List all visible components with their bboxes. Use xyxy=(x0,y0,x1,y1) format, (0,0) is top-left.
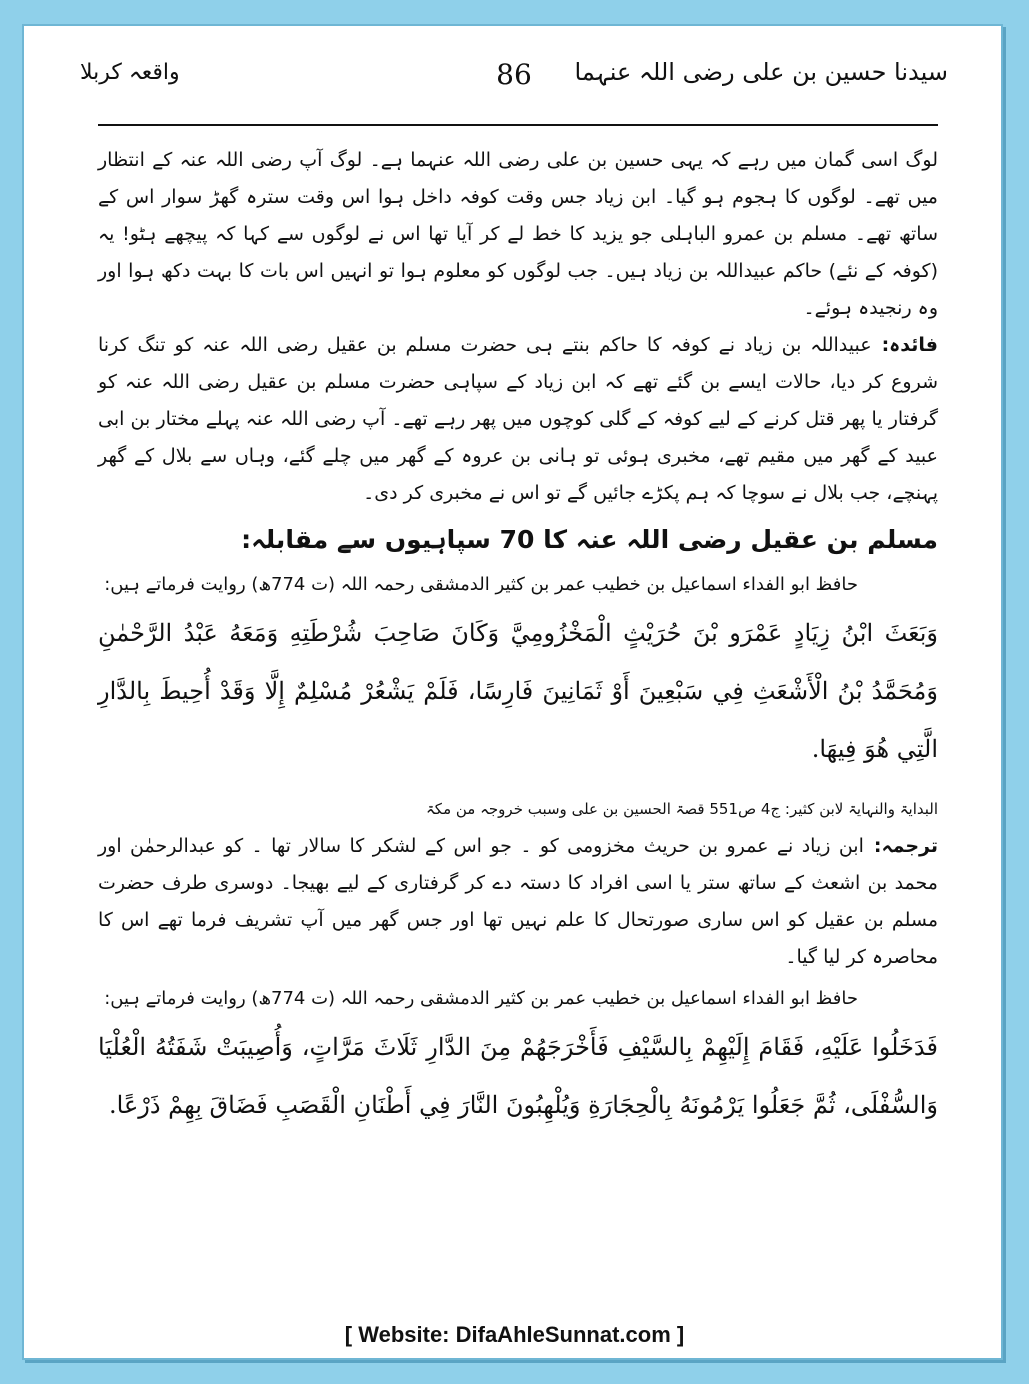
arabic-quote-1: وَبَعَثَ ابْنُ زِيَادٍ عَمْرَو بْنَ حُرَيْثٍ الْمَخْزُومِيَّ وَكَانَ صَاحِبَ شُرْطَتِهِ وَمَعَهُ عَبْدُ الرَّحْمٰنِ وَمُحَمَّدُ بْنُ الْأَشْعَثِ فِي سَبْعِينَ أَوْ ثَمَانِينَ فَارِسًا، فَلَمْ يَشْعُرْ مُسْلِمٌ إِلَّا وَقَدْ أُحِيطَ بِالدَّارِ الَّتِي هُوَ فِيهَا. xyxy=(98,619,938,763)
section-title: واقعہ کربلا xyxy=(80,60,180,85)
narration-intro-1: حافظ ابو الفداء اسماعیل بن خطیب عمر بن کثیر الدمشقی رحمہ اللہ (ت 774ھ) روایت فرماتے ہیں: xyxy=(104,574,858,595)
note-paragraph xyxy=(98,327,938,512)
translation-paragraph xyxy=(98,828,938,976)
note-text: عبیداللہ بن زیاد نے کوفہ کا حاکم بنتے ہی حضرت مسلم بن عقیل رضی اللہ عنہ کو تنگ کرنا شروع کر دیا، حالات ایسے بن گئے تھے کہ ابن زیاد کے سپاہی حضرت مسلم بن عقیل رضی اللہ عنہ کو گرفتار یا پھر قتل کرنے کے لیے کوفہ کے گلی کوچوں میں پھر رہے تھے۔ آپ رضی اللہ عنہ پہلے مختار بن ابی عبید کے گھر میں مقیم تھے، مخبری ہوئی تو ہانی بن عروہ کے گھر میں چلے گئے، وہاں سے بلال کے گھر پہنچے، جب بلال نے سوچا کہ ہم پکڑے جائیں گے تو اس نے مخبری کر دی۔ xyxy=(98,334,938,504)
note-label: فائدہ: xyxy=(881,334,938,356)
translation-text: ابن زیاد نے عمرو بن حریث مخزومی کو ۔ جو اس کے لشکر کا سالار تھا ۔ کو عبدالرحمٰن اور محمد بن اشعث کے ساتھ ستر یا اسی افراد کا دستہ دے کر گرفتاری کے لیے بھیجا۔ دوسری طرف حضرت مسلم بن عقیل کو اس ساری صورتحال کا علم نہیں تھا اور جس گھر میں آپ تشریف فرما تھے اس کا محاصرہ کر لیا گیا۔ xyxy=(98,835,938,968)
website-footer: [ Website: DifaAhleSunnat.com ] xyxy=(344,1322,685,1347)
page-body xyxy=(98,142,938,1134)
page-header xyxy=(80,58,948,98)
reference-citation: البدایۃ والنہایۃ لابن کثیر: ج4 ص551 قصۃ الحسین بن علی وسبب خروجہ من مکۃ xyxy=(426,800,938,818)
paragraph-intro: لوگ اسی گمان میں رہے کہ یہی حسین بن علی رضی اللہ عنہما ہے۔ لوگ آپ رضی اللہ عنہ کے انتظار میں تھے۔ لوگوں کا ہجوم ہو گیا۔ ابن زیاد جس وقت کوفہ داخل ہوا اس وقت سترہ گھڑ سوار اس کے ساتھ تھے۔ مسلم بن عمرو الباہلی جو یزید کا خط لے کر آیا تھا اس نے لوگوں سے کہا کہ پیچھے ہٹو! یہ (کوفہ کے نئے) حاکم عبیداللہ بن زیاد ہیں۔ جب لوگوں کو معلوم ہوا تو انہیں اس بات کا بہت دکھ ہوا اور وہ رنجیدہ ہوئے۔ xyxy=(98,149,939,319)
book-title: سیدنا حسین بن علی رضی اللہ عنہما xyxy=(574,58,948,86)
narration-intro-2: حافظ ابو الفداء اسماعیل بن خطیب عمر بن کثیر الدمشقی رحمہ اللہ (ت 774ھ) روایت فرماتے ہیں: xyxy=(104,988,858,1009)
arabic-quote-2: فَدَخَلُوا عَلَيْهِ، فَقَامَ إِلَيْهِمْ بِالسَّيْفِ فَأَخْرَجَهُمْ مِنَ الدَّارِ ثَلَاثَ مَرَّاتٍ، وَأُصِيبَتْ شَفَتُهُ الْعُلْيَا وَالسُّفْلَى، ثُمَّ جَعَلُوا يَرْمُونَهُ بِالْحِجَارَةِ وَيُلْهِبُونَ النَّارَ فِي أَطْنَانِ الْقَصَبِ فَضَاقَ بِهِمْ ذَرْعًا. xyxy=(98,1033,938,1119)
page-number: 86 xyxy=(496,58,532,91)
section-heading: مسلم بن عقیل رضی اللہ عنہ کا 70 سپاہیوں سے مقابلہ: xyxy=(241,525,938,554)
translation-label: ترجمہ: xyxy=(873,835,938,857)
header-rule xyxy=(98,124,938,126)
